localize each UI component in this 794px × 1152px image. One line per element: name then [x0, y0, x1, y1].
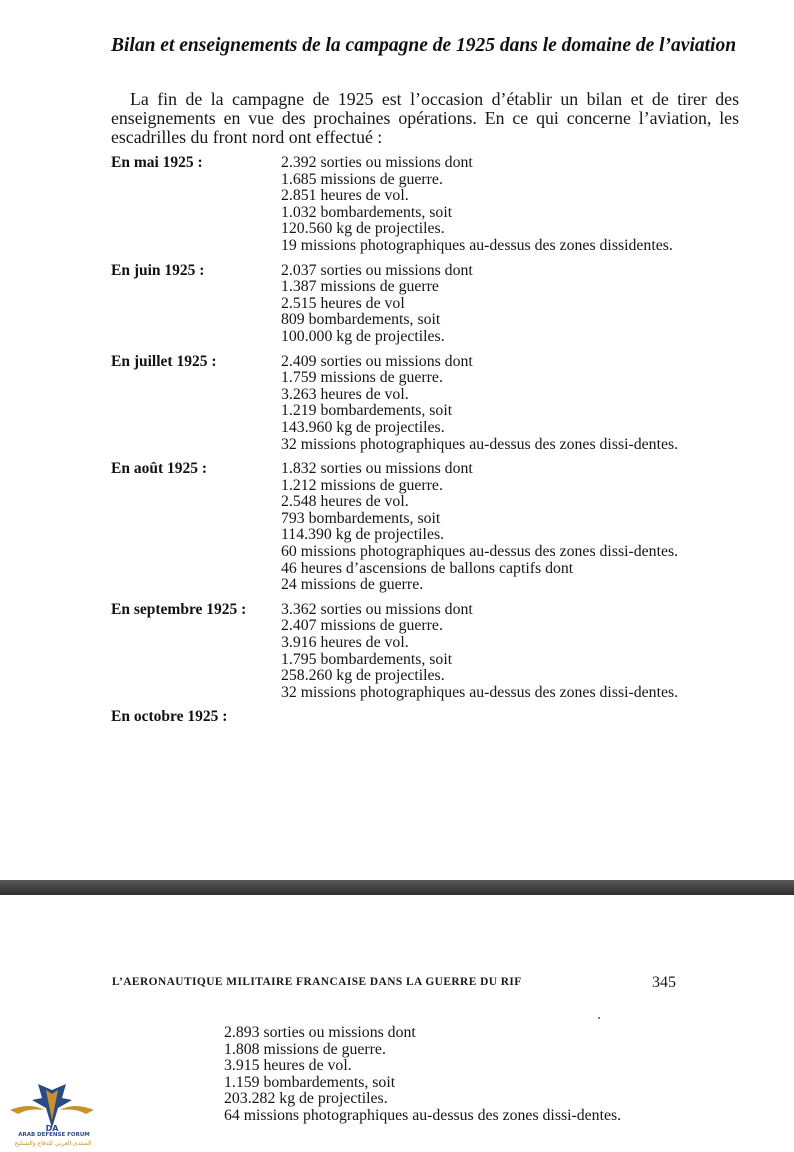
forum-subtitle: المنتدى العربي للدفاع والتسليح — [14, 1140, 92, 1147]
stat-lines — [281, 354, 741, 454]
stat-line: 793 bombardements, soit — [281, 509, 441, 527]
stat-line: 100.000 kg de projectiles. — [281, 327, 445, 345]
stat-line: 2.851 heures de vol. — [281, 187, 409, 205]
stat-line: 3.263 heures de vol. — [281, 385, 409, 403]
stat-line: 32 missions photographiques au-dessus des zones dissi-dentes. — [281, 683, 679, 701]
month-entry — [111, 709, 741, 726]
stat-line: 19 missions photographiques au-dessus des zones dissidentes. — [281, 236, 673, 254]
stat-lines — [281, 602, 741, 702]
stat-lines — [281, 155, 741, 255]
running-head: L’AERONAUTIQUE MILITAIRE FRANCAISE DANS LA GUERRE DU RIF — [112, 976, 522, 988]
forum-logo-icon — [2, 1080, 102, 1136]
scan-speck — [598, 1017, 600, 1019]
month-entry — [111, 602, 741, 702]
stat-line: 1.759 missions de guerre. — [281, 369, 443, 387]
stat-line: 809 bombardements, soit — [281, 311, 441, 329]
month-entry — [111, 155, 741, 255]
stat-line: 1.685 missions de guerre. — [281, 170, 443, 188]
stat-line: 2.409 sorties ou missions dont — [281, 352, 473, 370]
stat-line: 2.515 heures de vol — [281, 294, 405, 312]
month-label: En octobre 1925 : — [111, 708, 228, 726]
page-separator-band — [0, 880, 794, 895]
month-entry — [111, 354, 741, 454]
stat-line: 1.808 missions de guerre. — [224, 1040, 386, 1058]
stat-line: 1.832 sorties ou missions dont — [281, 460, 473, 478]
stat-line: 60 missions photographiques au-dessus des zones dissi-dentes. — [281, 543, 679, 561]
month-label: En juillet 1925 : — [111, 352, 217, 370]
stat-line: 1.795 bombardements, soit — [281, 650, 453, 668]
stat-line: 203.282 kg de projectiles. — [224, 1090, 388, 1108]
month-label: En août 1925 : — [111, 460, 208, 478]
stat-line: 3.362 sorties ou missions dont — [281, 600, 473, 618]
forum-name: ARAB DEFENSE FORUM — [18, 1132, 90, 1138]
month-entry — [111, 263, 741, 346]
stat-line: 120.560 kg de projectiles. — [281, 220, 445, 238]
section-title: Bilan et enseignements de la campagne de 1925 dans le domaine de l’aviation — [111, 35, 737, 56]
stat-line: 24 missions de guerre. — [281, 576, 424, 594]
month-entry — [111, 461, 741, 594]
month-label: En septembre 1925 : — [111, 600, 247, 618]
intro-paragraph: La fin de la campagne de 1925 est l’occasion d’établir un bilan et de tirer des enseignements en vue des prochaines opérations. En ce qui concerne l’aviation, les escadrilles du front nord ont effectué : — [111, 89, 739, 147]
stat-lines — [281, 461, 741, 594]
stat-line: 3.916 heures de vol. — [281, 634, 409, 652]
forum-logo-text: DA — [45, 1124, 59, 1133]
stat-line: 114.390 kg de projectiles. — [281, 526, 445, 544]
stat-line: 2.548 heures de vol. — [281, 493, 409, 511]
stat-line: 2.037 sorties ou missions dont — [281, 261, 473, 279]
stat-line: 258.260 kg de projectiles. — [281, 667, 445, 685]
stat-line: 143.960 kg de projectiles. — [281, 418, 445, 436]
month-label: En mai 1925 : — [111, 154, 203, 171]
page-number: 345 — [652, 974, 676, 991]
stat-line: 46 heures d’ascensions de ballons captifs dont — [281, 559, 574, 577]
stat-line: 2.407 missions de guerre. — [281, 617, 443, 635]
stat-line: 1.159 bombardements, soit — [224, 1073, 396, 1091]
monthly-statistics — [111, 155, 741, 734]
stat-line: 1.219 bombardements, soit — [281, 402, 453, 420]
forum-watermark — [2, 1080, 102, 1150]
stat-line: 2.392 sorties ou missions dont — [281, 154, 473, 171]
month-label: En juin 1925 : — [111, 261, 205, 279]
stat-line: 3.915 heures de vol. — [224, 1057, 352, 1075]
stat-line: 32 missions photographiques au-dessus des zones dissi-dentes. — [281, 435, 679, 453]
stat-line: 1.032 bombardements, soit — [281, 203, 453, 221]
october-statistics-continued — [224, 1025, 680, 1125]
stat-line: 1.212 missions de guerre. — [281, 476, 443, 494]
stat-line: 64 missions photographiques au-dessus des zones dissi-dentes. — [224, 1106, 622, 1124]
stat-line: 2.893 sorties ou missions dont — [224, 1024, 416, 1041]
stat-line: 1.387 missions de guerre — [281, 278, 439, 296]
stat-lines — [281, 263, 741, 346]
